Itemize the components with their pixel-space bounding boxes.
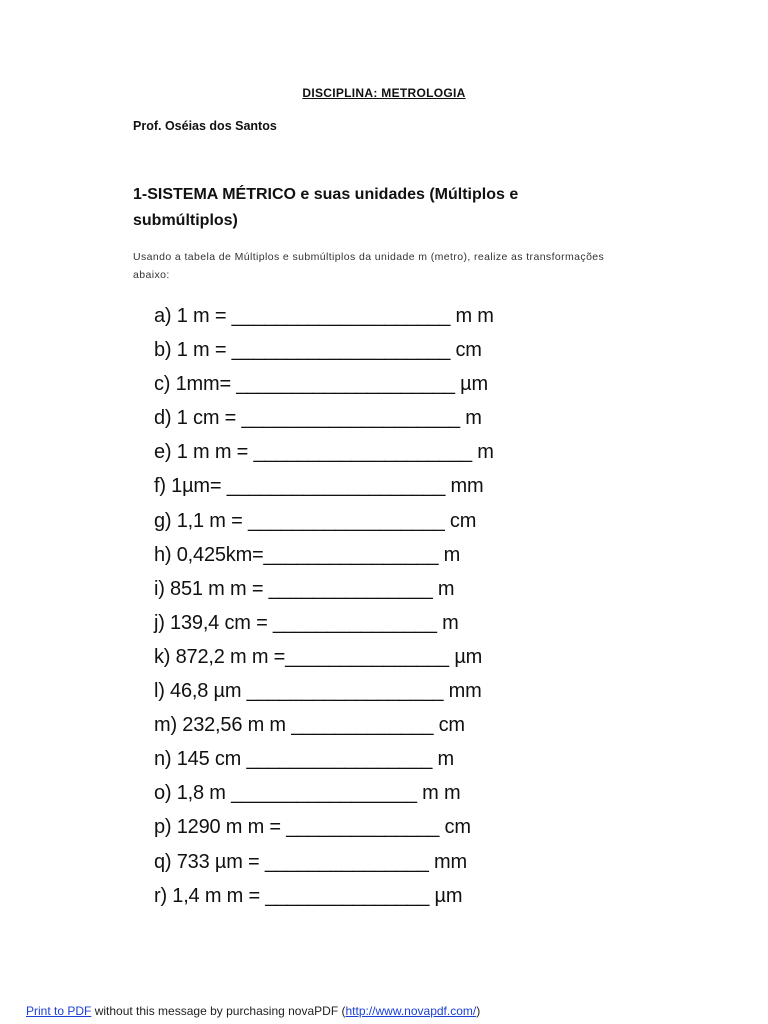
exercise-item: k) 872,2 m m =_______________ µm: [154, 645, 483, 668]
exercise-item: d) 1 cm = ____________________ m: [154, 407, 482, 430]
exercise-item: c) 1mm= ____________________ µm: [154, 373, 488, 396]
professor-name: Prof. Oséias dos Santos: [133, 119, 277, 133]
novapdf-url-link[interactable]: http://www.novapdf.com/: [345, 1004, 477, 1018]
footer-text: without this message by purchasing novaPDF (: [91, 1004, 346, 1018]
pdf-footer: [26, 1004, 480, 1018]
exercise-item: l) 46,8 µm __________________ mm: [154, 680, 482, 703]
print-to-pdf-link[interactable]: Print to PDF: [26, 1004, 92, 1018]
instructions-text: Usando a tabela de Múltiplos e submúltiplos da unidade m (metro), realize as transformações abaixo:: [133, 251, 605, 281]
exercise-item: o) 1,8 m _________________ m m: [154, 782, 461, 805]
exercise-item: n) 145 cm _________________ m: [154, 748, 454, 771]
exercise-item: m) 232,56 m m _____________ cm: [154, 714, 465, 737]
exercise-item: i) 851 m m = _______________ m: [154, 577, 455, 600]
exercise-item: e) 1 m m = ____________________ m: [154, 441, 494, 464]
footer-close-paren: ): [476, 1004, 481, 1018]
exercise-item: q) 733 µm = _______________ mm: [154, 850, 467, 873]
exercise-item: j) 139,4 cm = _______________ m: [154, 611, 459, 634]
section-heading: 1-SISTEMA MÉTRICO e suas unidades (Múltiplos e submúltiplos): [133, 186, 519, 229]
exercise-item: a) 1 m = ____________________ m m: [154, 305, 494, 327]
exercise-item: g) 1,1 m = __________________ cm: [154, 509, 477, 532]
exercise-item: f) 1µm= ____________________ mm: [154, 475, 484, 498]
exercise-item: h) 0,425km=________________ m: [154, 543, 461, 566]
exercise-list: [154, 299, 494, 913]
exercise-item: p) 1290 m m = ______________ cm: [154, 816, 471, 839]
document-title: DISCIPLINA: METROLOGIA: [302, 86, 466, 100]
exercise-item: b) 1 m = ____________________ cm: [154, 339, 482, 362]
exercise-item: r) 1,4 m m = _______________ µm: [154, 884, 463, 907]
